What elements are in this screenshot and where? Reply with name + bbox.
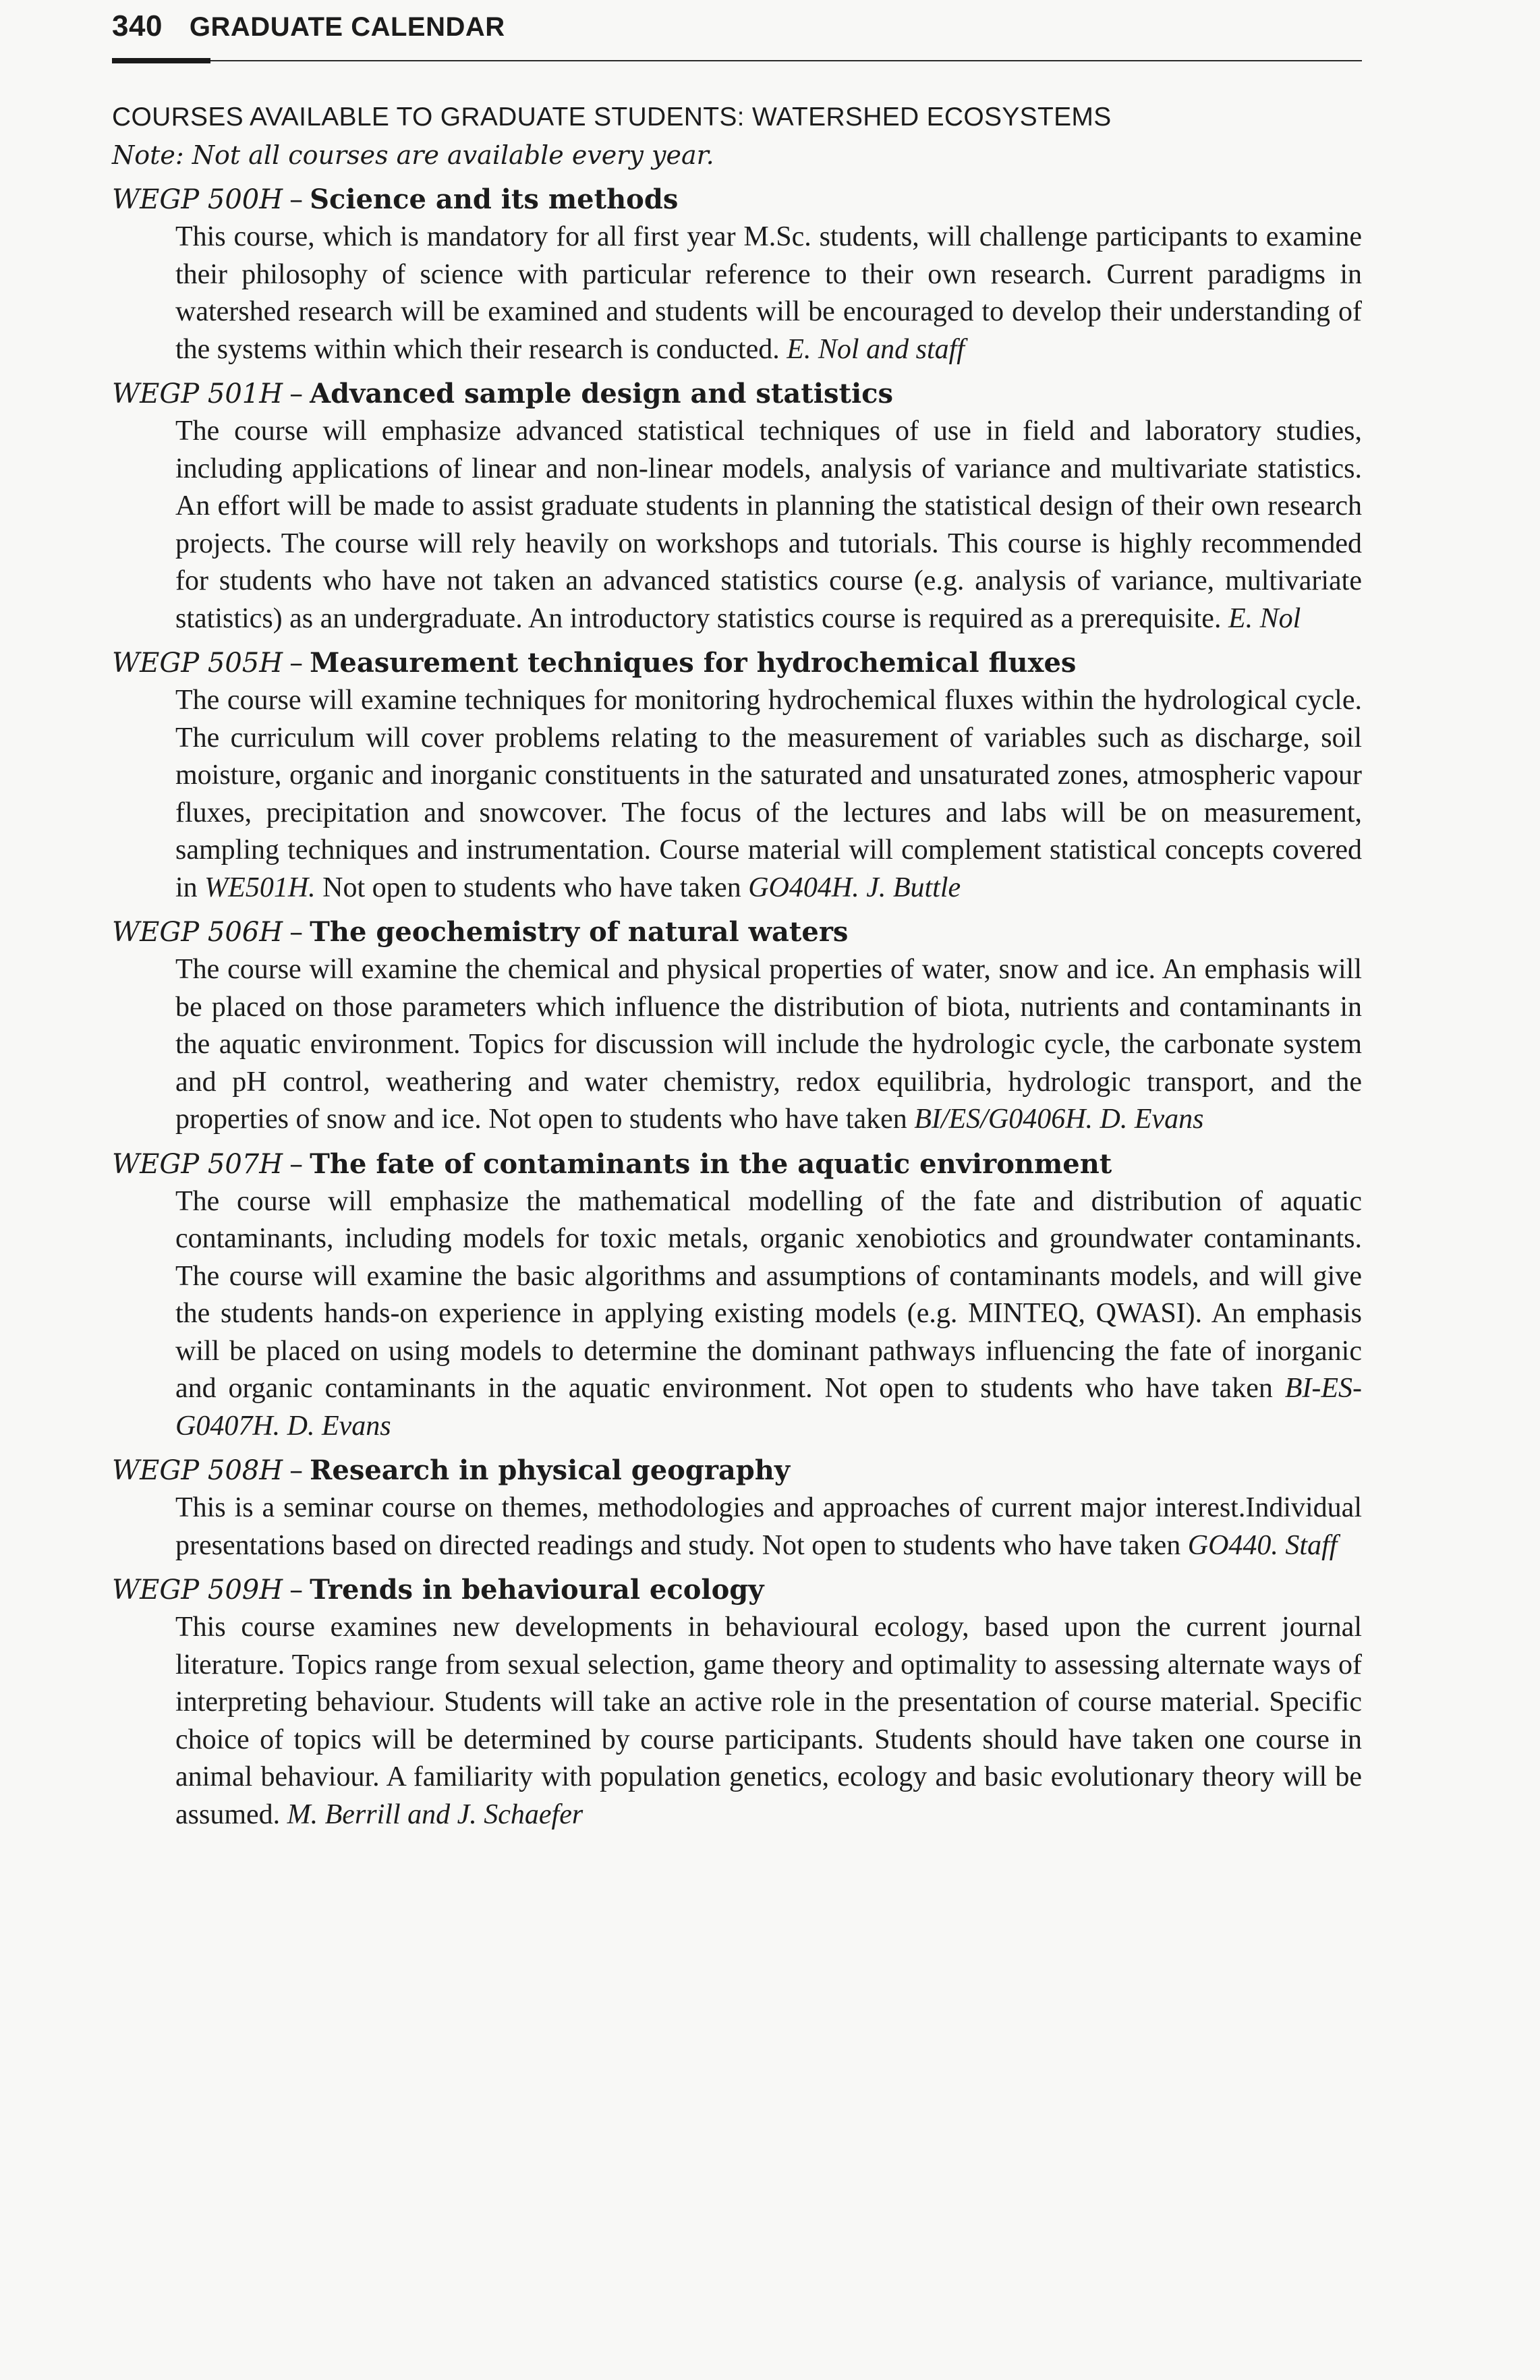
page-number: 340 — [112, 9, 163, 42]
course-description — [175, 682, 1362, 907]
course-title: Trends in behavioural ecology — [310, 1574, 764, 1606]
course-entry — [112, 644, 1362, 907]
course-title: The fate of contaminants in the aquatic environment — [310, 1148, 1112, 1180]
course-heading — [112, 375, 1362, 413]
description-text: This course, which is mandatory for all first year M.Sc. students, will challenge participants to examine their philosophy of science with particular reference to their own research. Current paradigms in watershed research will be examined and students will be encouraged to develop their understanding of the systems within which their research is conducted. — [175, 221, 1362, 365]
course-code: WEGP 507H — [112, 1148, 283, 1180]
calendar-page — [112, 9, 1362, 1834]
description-text: The course will emphasize advanced statistical techniques of use in field and laboratory studies, including applications of linear and non-linear models, analysis of variance and multivariate statistics. An effort will be made to assist graduate students in planning the statistical design of their own research projects. The course will rely heavily on workshops and tutorials. This course is highly recommended for students who have not taken an advanced statistics course (e.g. analysis of variance, multivariate statistics) as an undergraduate. An introductory statistics course is required as a prerequisite. — [175, 416, 1362, 634]
course-entry — [112, 375, 1362, 638]
course-reference: GO440. — [1187, 1529, 1278, 1561]
course-code: WEGP 508H — [112, 1455, 283, 1486]
course-heading — [112, 1452, 1362, 1490]
course-dash: – — [289, 648, 304, 679]
course-code: WEGP 506H — [112, 917, 283, 948]
course-instructor: D. Evans — [287, 1410, 391, 1442]
course-description — [175, 1490, 1362, 1564]
course-heading — [112, 644, 1362, 682]
course-entry — [112, 1452, 1362, 1564]
course-reference: BI/ES/G0406H. — [914, 1104, 1093, 1135]
course-description — [175, 1609, 1362, 1834]
course-instructor: D. Evans — [1100, 1104, 1204, 1135]
course-code: WEGP 501H — [112, 378, 283, 409]
running-header — [112, 9, 1362, 53]
course-description — [175, 1183, 1362, 1446]
course-title: Advanced sample design and statistics — [310, 378, 894, 409]
course-instructor: J. Buttle — [866, 872, 961, 903]
course-heading — [112, 181, 1362, 219]
course-entry — [112, 181, 1362, 368]
course-dash: – — [289, 184, 304, 215]
course-dash: – — [289, 1455, 304, 1486]
header-rule-accent — [112, 58, 210, 63]
header-rule-line — [112, 60, 1362, 61]
running-title: GRADUATE CALENDAR — [189, 12, 505, 42]
description-text: Not open to students who have taken — [322, 872, 741, 903]
description-text: The course will emphasize the mathematical modelling of the fate and distribution of aquatic contaminants, including models for toxic metals, organic xenobiotics and groundwater contaminants. The course will examine the basic algorithms and assumptions of contaminants models, and will give the students hands-on experience in applying existing models (e.g. MINTEQ, QWASI). An emphasis will be placed on using models to determine the dominant pathways influencing the fate of inorganic and organic contaminants in the aquatic environment. Not open to students who have taken — [175, 1185, 1362, 1404]
course-description — [175, 413, 1362, 638]
description-text: This course examines new developments in behavioural ecology, based upon the current journal literature. Topics range from sexual selection, game theory and optimality to assessing alternate ways of interpreting behaviour. Students will take an active role in the presentation of course material. Specific choice of topics will be determined by course participants. Students should have taken one course in animal behaviour. A familiarity with population genetics, ecology and basic evolutionary theory will be assumed. — [175, 1612, 1362, 1830]
course-heading — [112, 1145, 1362, 1183]
course-heading — [112, 913, 1362, 951]
course-code: WEGP 505H — [112, 648, 283, 679]
course-reference: GO404H. — [748, 872, 859, 903]
course-instructor: E. Nol and staff — [787, 333, 965, 365]
course-description — [175, 219, 1362, 368]
course-description — [175, 951, 1362, 1139]
course-reference: BI-ES-G0407H. — [175, 1373, 1362, 1442]
description-text: The course will examine the chemical and physical properties of water, snow and ice. An emphasis will be placed on those parameters which influence the distribution of biota, nutrients and contaminants in the aquatic environment. Topics for discussion will include the hydrologic cycle, the carbonate system and pH control, weathering and water chemistry, redox equilibria, hydrologic transport, and the properties of snow and ice. Not open to students who have taken — [175, 954, 1362, 1135]
availability-note: Note: Not all courses are available every year. — [112, 140, 714, 170]
course-code: WEGP 509H — [112, 1575, 283, 1606]
course-dash: – — [289, 1148, 304, 1180]
description-text: The course will examine techniques for monitoring hydrochemical fluxes within the hydrological cycle. The curriculum will cover problems relating to the measurement of variables such as discharge, soil moisture, organic and inorganic constituents in the saturated and unsaturated zones, atmospheric vapour fluxes, precipitation and snowcover. The focus of the lectures and labs will be on measurement, sampling techniques and instrumentation. Course material will complement statistical concepts covered in — [175, 685, 1362, 903]
course-dash: – — [289, 378, 304, 409]
course-dash: – — [289, 917, 304, 948]
course-title: Science and its methods — [310, 183, 679, 215]
course-code: WEGP 500H — [112, 184, 283, 215]
course-entry — [112, 1571, 1362, 1834]
course-title: The geochemistry of natural waters — [310, 916, 849, 948]
course-instructor: M. Berrill and J. Schaefer — [287, 1798, 583, 1830]
course-entry — [112, 1145, 1362, 1446]
course-instructor: Staff — [1285, 1529, 1338, 1561]
course-entry — [112, 913, 1362, 1139]
course-title: Measurement techniques for hydrochemical fluxes — [310, 647, 1077, 679]
description-text: This is a seminar course on themes, methodologies and approaches of current major interest.Individual presentations based on directed readings and study. Not open to students who have taken — [175, 1492, 1362, 1561]
course-reference: WE501H. — [204, 872, 316, 903]
course-title: Research in physical geography — [310, 1454, 791, 1486]
course-dash: – — [289, 1575, 304, 1606]
course-heading — [112, 1571, 1362, 1609]
course-instructor: E. Nol — [1228, 602, 1301, 634]
section-title: COURSES AVAILABLE TO GRADUATE STUDENTS: WATERSHED ECOSYSTEMS — [112, 103, 1112, 132]
header-rule — [112, 58, 1362, 63]
